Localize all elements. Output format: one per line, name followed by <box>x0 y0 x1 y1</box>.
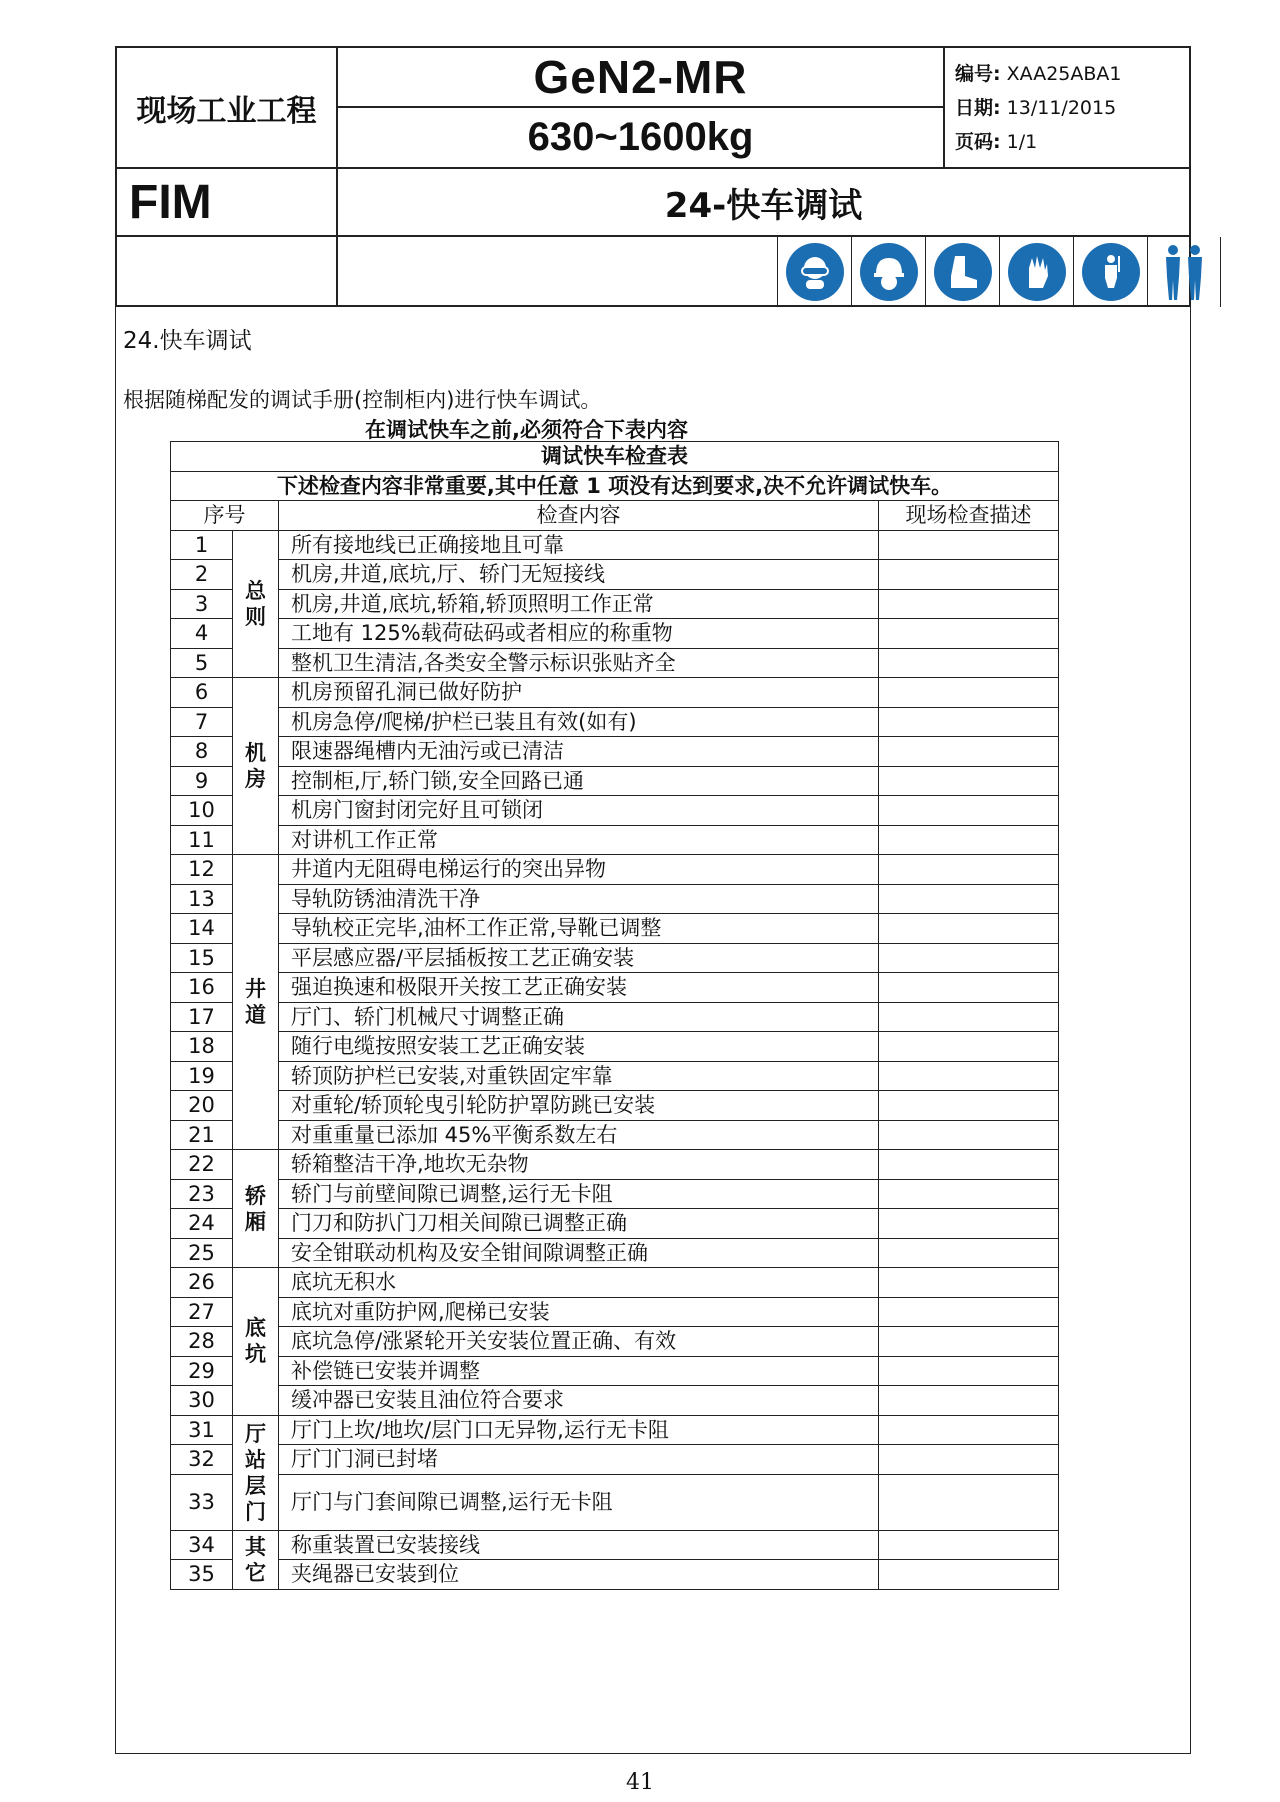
check-item: 缓冲器已安装且油位符合要求 <box>279 1386 879 1416</box>
check-item: 机房门窗封闭完好且可锁闭 <box>279 796 879 826</box>
table-row <box>171 707 1059 737</box>
safety-harness-icon <box>1073 237 1147 307</box>
ppe-icon-row <box>337 236 1190 306</box>
row-number: 14 <box>171 914 233 944</box>
row-number: 30 <box>171 1386 233 1416</box>
helmet-icon <box>851 237 925 307</box>
table-row <box>171 914 1059 944</box>
table-row <box>171 1415 1059 1445</box>
doc-type: FIM <box>116 168 337 236</box>
row-number: 29 <box>171 1356 233 1386</box>
table-row <box>171 943 1059 973</box>
check-item: 底坑对重防护网,爬梯已安装 <box>279 1297 879 1327</box>
check-description-cell[interactable] <box>879 1209 1059 1239</box>
two-persons-icon <box>1147 237 1221 307</box>
check-description-cell[interactable] <box>879 1120 1059 1150</box>
row-number: 15 <box>171 943 233 973</box>
check-description-cell[interactable] <box>879 1091 1059 1121</box>
row-number: 21 <box>171 1120 233 1150</box>
table-row <box>171 648 1059 678</box>
check-item: 机房,井道,底坑,轿箱,轿顶照明工作正常 <box>279 589 879 619</box>
check-item: 轿顶防护栏已安装,对重铁固定牢靠 <box>279 1061 879 1091</box>
table-row <box>171 1061 1059 1091</box>
check-item: 导轨防锈油清洗干净 <box>279 884 879 914</box>
document-header <box>115 46 1191 307</box>
check-item: 厅门、轿门机械尺寸调整正确 <box>279 1002 879 1032</box>
check-description-cell[interactable] <box>879 1445 1059 1475</box>
check-item: 强迫换速和极限开关按工艺正确安装 <box>279 973 879 1003</box>
row-number: 23 <box>171 1179 233 1209</box>
check-description-cell[interactable] <box>879 1179 1059 1209</box>
check-description-cell[interactable] <box>879 1032 1059 1062</box>
check-item: 对讲机工作正常 <box>279 825 879 855</box>
check-description-cell[interactable] <box>879 678 1059 708</box>
section-title: 24-快车调试 <box>337 168 1190 236</box>
row-number: 27 <box>171 1297 233 1327</box>
check-description-cell[interactable] <box>879 737 1059 767</box>
table-row <box>171 1560 1059 1590</box>
row-number: 9 <box>171 766 233 796</box>
check-description-cell[interactable] <box>879 914 1059 944</box>
table-row <box>171 619 1059 649</box>
table-row <box>171 1150 1059 1180</box>
check-item: 随行电缆按照安装工艺正确安装 <box>279 1032 879 1062</box>
check-description-cell[interactable] <box>879 589 1059 619</box>
row-number: 35 <box>171 1560 233 1590</box>
check-description-cell[interactable] <box>879 619 1059 649</box>
row-number: 10 <box>171 796 233 826</box>
body-requirement: 在调试快车之前,必须符合下表内容 <box>365 418 688 442</box>
row-number: 31 <box>171 1415 233 1445</box>
check-description-cell[interactable] <box>879 825 1059 855</box>
check-item: 厅门门洞已封堵 <box>279 1445 879 1475</box>
table-row <box>171 825 1059 855</box>
check-item: 控制柜,厅,轿门锁,安全回路已通 <box>279 766 879 796</box>
check-description-cell[interactable] <box>879 973 1059 1003</box>
check-item: 轿门与前壁间隙已调整,运行无卡阻 <box>279 1179 879 1209</box>
check-item: 厅门与门套间隙已调整,运行无卡阻 <box>279 1474 879 1530</box>
table-row <box>171 766 1059 796</box>
check-item: 导轨校正完毕,油杯工作正常,导靴已调整 <box>279 914 879 944</box>
row-number: 16 <box>171 973 233 1003</box>
row-number: 6 <box>171 678 233 708</box>
check-description-cell[interactable] <box>879 1474 1059 1530</box>
table-row <box>171 1032 1059 1062</box>
check-item: 机房急停/爬梯/护栏已装且有效(如有) <box>279 707 879 737</box>
checklist-table <box>170 441 1059 1590</box>
table-row <box>171 796 1059 826</box>
check-item: 限速器绳槽内无油污或已清洁 <box>279 737 879 767</box>
category-label: 厅 站 层 门 <box>233 1415 279 1530</box>
body-heading: 24.快车调试 <box>123 328 252 354</box>
row-number: 25 <box>171 1238 233 1268</box>
check-description-cell[interactable] <box>879 766 1059 796</box>
check-item: 补偿链已安装并调整 <box>279 1356 879 1386</box>
check-item: 厅门上坎/地坎/层门口无异物,运行无卡阻 <box>279 1415 879 1445</box>
table-row <box>171 1386 1059 1416</box>
company-name: 现场工业工程 <box>116 47 337 168</box>
row-number: 13 <box>171 884 233 914</box>
page-label: 页码: <box>955 130 1001 153</box>
table-row <box>171 1327 1059 1357</box>
check-description-cell[interactable] <box>879 1238 1059 1268</box>
table-row <box>171 1356 1059 1386</box>
table-row <box>171 1268 1059 1298</box>
code-value: XAA25ABA1 <box>1006 62 1122 85</box>
row-number: 17 <box>171 1002 233 1032</box>
check-description-cell[interactable] <box>879 943 1059 973</box>
page-value: 1/1 <box>1006 130 1038 153</box>
table-row <box>171 1530 1059 1560</box>
table-row <box>171 884 1059 914</box>
col-header-desc: 现场检查描述 <box>879 501 1059 531</box>
date-label: 日期: <box>955 96 1001 119</box>
row-number: 19 <box>171 1061 233 1091</box>
row-number: 18 <box>171 1032 233 1062</box>
table-row <box>171 1209 1059 1239</box>
body-intro: 根据随梯配发的调试手册(控制柜内)进行快车调试。 <box>123 388 602 412</box>
date-value: 13/11/2015 <box>1006 96 1117 119</box>
check-description-cell[interactable] <box>879 1268 1059 1298</box>
table-row <box>171 678 1059 708</box>
table-row <box>171 855 1059 885</box>
row-number: 32 <box>171 1445 233 1475</box>
check-item: 门刀和防扒门刀相关间隙已调整正确 <box>279 1209 879 1239</box>
table-warning: 下述检查内容非常重要,其中任意 1 项没有达到要求,决不允许调试快车。 <box>171 471 1059 501</box>
table-row <box>171 1002 1059 1032</box>
check-item: 机房预留孔洞已做好防护 <box>279 678 879 708</box>
code-label: 编号: <box>955 62 1001 85</box>
table-row <box>171 560 1059 590</box>
category-label: 其 它 <box>233 1530 279 1589</box>
check-description-cell[interactable] <box>879 855 1059 885</box>
row-number: 7 <box>171 707 233 737</box>
table-row <box>171 530 1059 560</box>
row-number: 28 <box>171 1327 233 1357</box>
table-row <box>171 589 1059 619</box>
table-row <box>171 973 1059 1003</box>
table-row <box>171 737 1059 767</box>
row-number: 5 <box>171 648 233 678</box>
check-description-cell[interactable] <box>879 1061 1059 1091</box>
doc-meta <box>944 47 1190 168</box>
check-item: 称重装置已安装接线 <box>279 1530 879 1560</box>
check-item: 机房,井道,底坑,厅、轿门无短接线 <box>279 560 879 590</box>
category-label: 井 道 <box>233 855 279 1150</box>
check-item: 整机卫生清洁,各类安全警示标识张贴齐全 <box>279 648 879 678</box>
check-description-cell[interactable] <box>879 1150 1059 1180</box>
table-title: 调试快车检查表 <box>171 442 1059 472</box>
table-row <box>171 1445 1059 1475</box>
table-row <box>171 1474 1059 1530</box>
goggles-icon <box>777 237 851 307</box>
table-row <box>171 1091 1059 1121</box>
check-description-cell[interactable] <box>879 1356 1059 1386</box>
table-row <box>171 1179 1059 1209</box>
check-item: 安全钳联动机构及安全钳间隙调整正确 <box>279 1238 879 1268</box>
row-number: 20 <box>171 1091 233 1121</box>
category-label: 总 则 <box>233 530 279 678</box>
check-description-cell[interactable] <box>879 1386 1059 1416</box>
table-row <box>171 1120 1059 1150</box>
row-number: 24 <box>171 1209 233 1239</box>
check-description-cell[interactable] <box>879 1530 1059 1560</box>
check-description-cell[interactable] <box>879 530 1059 560</box>
check-description-cell[interactable] <box>879 1297 1059 1327</box>
table-row <box>171 1238 1059 1268</box>
check-item: 夹绳器已安装到位 <box>279 1560 879 1590</box>
row-number: 1 <box>171 530 233 560</box>
col-header-content: 检查内容 <box>279 501 879 531</box>
gloves-icon <box>999 237 1073 307</box>
category-label: 底 坑 <box>233 1268 279 1416</box>
col-header-no: 序号 <box>171 501 279 531</box>
check-item: 底坑急停/涨紧轮开关安装位置正确、有效 <box>279 1327 879 1357</box>
row-number: 22 <box>171 1150 233 1180</box>
row-number: 33 <box>171 1474 233 1530</box>
check-description-cell[interactable] <box>879 648 1059 678</box>
check-item: 轿箱整洁干净,地坎无杂物 <box>279 1150 879 1180</box>
check-description-cell[interactable] <box>879 884 1059 914</box>
row-number: 8 <box>171 737 233 767</box>
check-description-cell[interactable] <box>879 1002 1059 1032</box>
check-item: 所有接地线已正确接地且可靠 <box>279 530 879 560</box>
safety-boots-icon <box>925 237 999 307</box>
row-number: 4 <box>171 619 233 649</box>
row-number: 3 <box>171 589 233 619</box>
icon-row-spacer <box>116 236 337 306</box>
check-item: 底坑无积水 <box>279 1268 879 1298</box>
check-description-cell[interactable] <box>879 560 1059 590</box>
check-description-cell[interactable] <box>879 707 1059 737</box>
check-item: 井道内无阻碍电梯运行的突出异物 <box>279 855 879 885</box>
check-item: 工地有 125%载荷砝码或者相应的称重物 <box>279 619 879 649</box>
capacity: 630~1600kg <box>337 107 944 168</box>
check-item: 对重轮/轿顶轮曳引轮防护罩防跳已安装 <box>279 1091 879 1121</box>
check-description-cell[interactable] <box>879 1560 1059 1590</box>
check-item: 平层感应器/平层插板按工艺正确安装 <box>279 943 879 973</box>
row-number: 11 <box>171 825 233 855</box>
check-description-cell[interactable] <box>879 1415 1059 1445</box>
row-number: 2 <box>171 560 233 590</box>
row-number: 12 <box>171 855 233 885</box>
category-label: 机 房 <box>233 678 279 855</box>
check-description-cell[interactable] <box>879 796 1059 826</box>
category-label: 轿 厢 <box>233 1150 279 1268</box>
page-number: 41 <box>626 1770 654 1795</box>
table-row <box>171 1297 1059 1327</box>
row-number: 34 <box>171 1530 233 1560</box>
row-number: 26 <box>171 1268 233 1298</box>
model-name: GeN2-MR <box>337 47 944 107</box>
check-item: 对重重量已添加 45%平衡系数左右 <box>279 1120 879 1150</box>
check-description-cell[interactable] <box>879 1327 1059 1357</box>
